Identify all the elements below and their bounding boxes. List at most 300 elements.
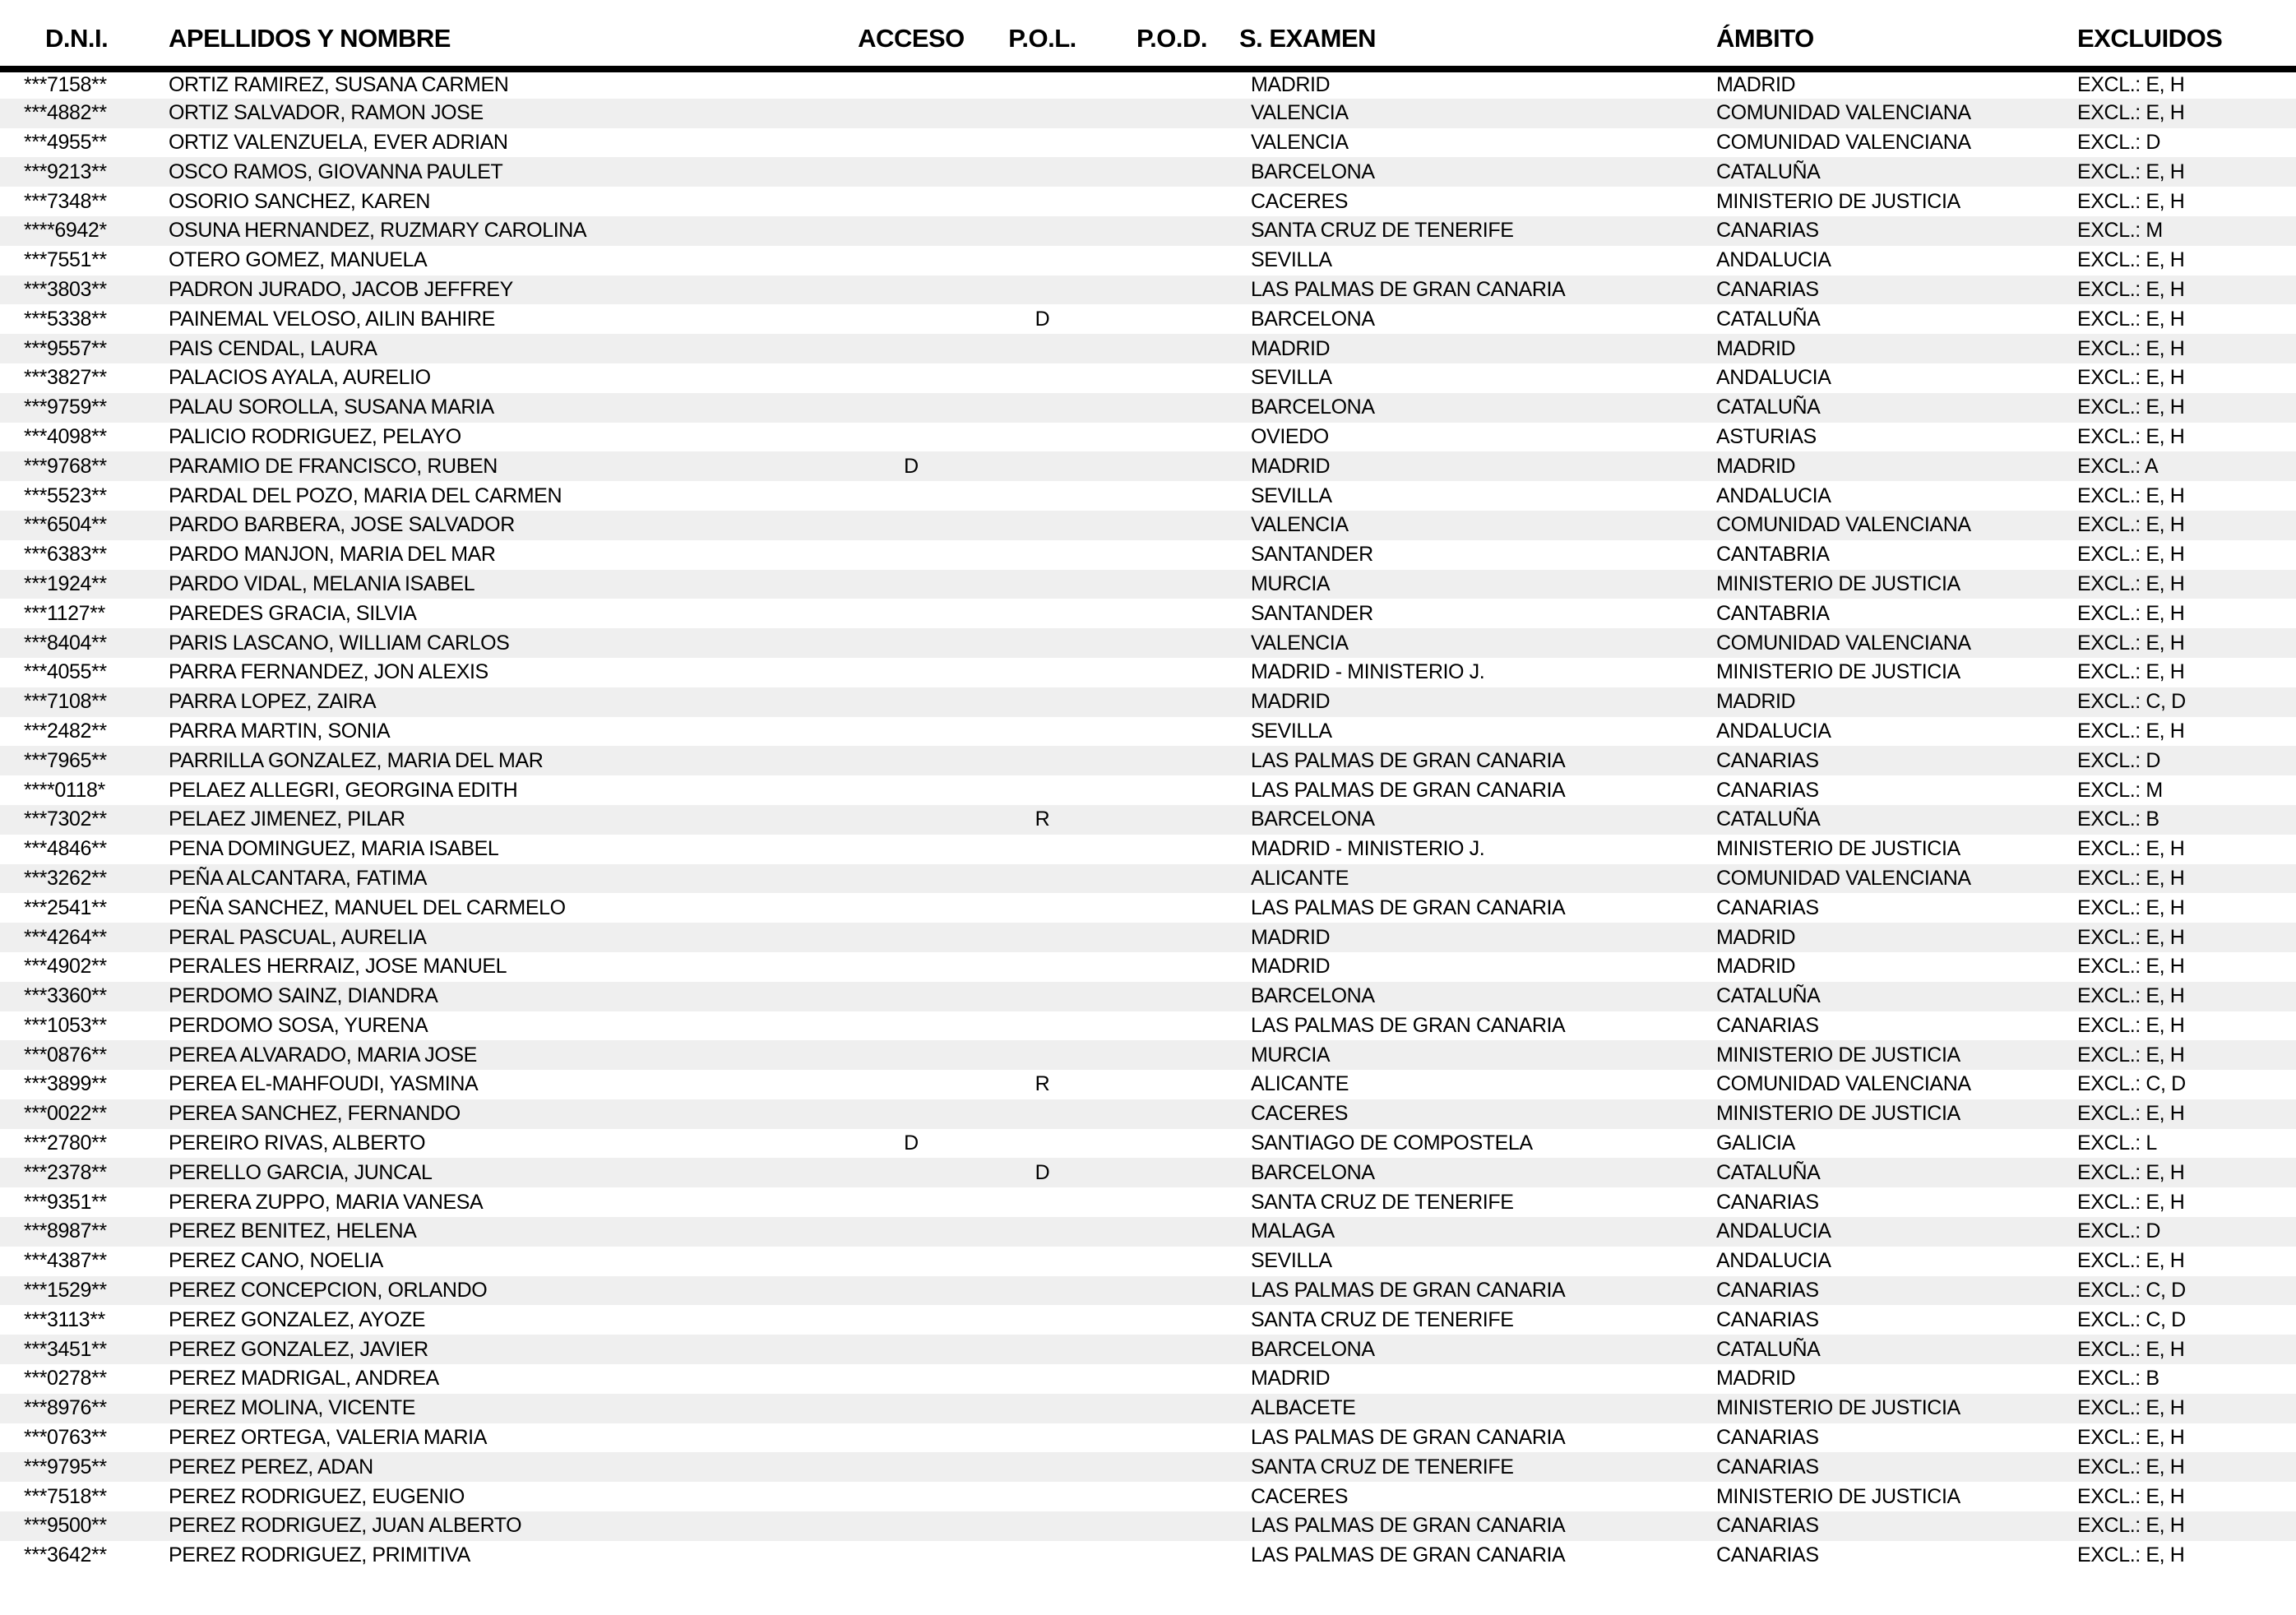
cell-pol	[974, 658, 1110, 687]
cell-pod	[1110, 216, 1234, 246]
cell-pol	[974, 128, 1110, 158]
cell-dni: ***3827**	[24, 366, 107, 390]
cell-excluidos: EXCL.: E, H	[2077, 1013, 2185, 1037]
cell-dni: ***9557**	[24, 336, 107, 360]
cell-pod	[1110, 99, 1234, 128]
table-row	[0, 1187, 2296, 1217]
cell-excluidos: EXCL.: E, H	[2077, 1043, 2185, 1067]
cell-name: PEREZ ORTEGA, VALERIA MARIA	[169, 1426, 487, 1450]
cell-ambito: CANARIAS	[1716, 1190, 1819, 1214]
cell-dni: ***2378**	[24, 1160, 107, 1184]
cell-dni: ***1053**	[24, 1013, 107, 1037]
cell-pod	[1110, 864, 1234, 894]
cell-name: OSORIO SANCHEZ, KAREN	[169, 189, 431, 213]
cell-pod	[1110, 69, 1234, 99]
cell-name: PARRILLA GONZALEZ, MARIA DEL MAR	[169, 748, 544, 772]
cell-ambito: COMUNIDAD VALENCIANA	[1716, 1072, 1971, 1096]
cell-dni: ***0278**	[24, 1367, 107, 1391]
cell-acceso	[848, 923, 974, 952]
cell-pol	[974, 1040, 1110, 1070]
cell-dni: ***3803**	[24, 277, 107, 301]
cell-excluidos: EXCL.: E, H	[2077, 424, 2185, 448]
cell-excluidos: EXCL.: E, H	[2077, 719, 2185, 743]
cell-acceso	[848, 1394, 974, 1423]
cell-exam: SANTANDER	[1251, 601, 1373, 625]
cell-name: PEREA ALVARADO, MARIA JOSE	[169, 1043, 477, 1067]
cell-acceso	[848, 1482, 974, 1511]
cell-name: PARRA FERNANDEZ, JON ALEXIS	[169, 660, 488, 684]
cell-name: PEREZ MOLINA, VICENTE	[169, 1396, 415, 1420]
cell-pod	[1110, 717, 1234, 747]
cell-ambito: MADRID	[1716, 1367, 1796, 1391]
cell-acceso	[848, 1247, 974, 1276]
cell-ambito: MINISTERIO DE JUSTICIA	[1716, 1043, 1960, 1067]
cell-exam: CACERES	[1251, 1484, 1349, 1508]
cell-name: PADRON JURADO, JACOB JEFFREY	[169, 277, 513, 301]
cell-pol	[974, 363, 1110, 393]
cell-acceso: D	[904, 1131, 919, 1155]
cell-exam: BARCELONA	[1251, 1337, 1375, 1361]
cell-pol	[974, 1099, 1110, 1129]
table-row	[0, 717, 2296, 747]
cell-acceso	[848, 864, 974, 894]
cell-exam: MURCIA	[1251, 571, 1331, 595]
table-row	[0, 1247, 2296, 1276]
cell-acceso	[848, 835, 974, 864]
cell-dni: ***9351**	[24, 1190, 107, 1214]
cell-exam: LAS PALMAS DE GRAN CANARIA	[1251, 1514, 1566, 1538]
cell-pod	[1110, 1217, 1234, 1247]
header-row	[0, 0, 2296, 69]
cell-pol	[974, 835, 1110, 864]
cell-dni: ***8987**	[24, 1219, 107, 1243]
cell-pol	[974, 775, 1110, 805]
cell-dni: ***1127**	[24, 601, 105, 625]
cell-ambito: MINISTERIO DE JUSTICIA	[1716, 189, 1960, 213]
cell-ambito: CANTABRIA	[1716, 543, 1830, 567]
cell-exam: SANTA CRUZ DE TENERIFE	[1251, 1307, 1514, 1331]
cell-exam: BARCELONA	[1251, 307, 1375, 331]
cell-dni: ***7348**	[24, 189, 107, 213]
cell-exam: LAS PALMAS DE GRAN CANARIA	[1251, 778, 1566, 802]
table-row	[0, 570, 2296, 599]
cell-acceso	[848, 687, 974, 717]
table-row	[0, 746, 2296, 775]
cell-name: ORTIZ RAMIREZ, SUSANA CARMEN	[169, 73, 509, 97]
cell-ambito: CATALUÑA	[1716, 1160, 1821, 1184]
cell-pod	[1110, 451, 1234, 481]
cell-acceso	[848, 1305, 974, 1335]
cell-pod	[1110, 1187, 1234, 1217]
cell-pol	[974, 1305, 1110, 1335]
cell-pod	[1110, 982, 1234, 1011]
cell-acceso	[848, 1364, 974, 1394]
table-row	[0, 187, 2296, 216]
cell-pod	[1110, 393, 1234, 423]
cell-ambito: CATALUÑA	[1716, 160, 1821, 183]
cell-acceso	[848, 1070, 974, 1099]
column-header-name: APELLIDOS Y NOMBRE	[166, 0, 848, 69]
cell-ambito: COMUNIDAD VALENCIANA	[1716, 513, 1971, 537]
table-row	[0, 775, 2296, 805]
cell-ambito: CATALUÑA	[1716, 396, 1821, 419]
cell-acceso	[848, 540, 974, 570]
cell-excluidos: EXCL.: E, H	[2077, 336, 2185, 360]
cell-exam: VALENCIA	[1251, 101, 1349, 125]
cell-name: PARDAL DEL POZO, MARIA DEL CARMEN	[169, 484, 562, 507]
cell-pod	[1110, 1276, 1234, 1306]
cell-dni: ***3113**	[24, 1307, 105, 1331]
cell-dni: ***0876**	[24, 1043, 107, 1067]
cell-name: PAREDES GRACIA, SILVIA	[169, 601, 417, 625]
cell-ambito: MADRID	[1716, 955, 1796, 979]
cell-pol	[974, 1394, 1110, 1423]
cell-name: PELAEZ JIMENEZ, PILAR	[169, 808, 405, 831]
table-row	[0, 69, 2296, 99]
cell-pol	[974, 511, 1110, 540]
cell-name: PEÑA ALCANTARA, FATIMA	[169, 866, 427, 890]
cell-acceso	[848, 658, 974, 687]
cell-ambito: COMUNIDAD VALENCIANA	[1716, 631, 1971, 655]
cell-ambito: CANTABRIA	[1716, 601, 1830, 625]
table-row	[0, 1099, 2296, 1129]
cell-acceso	[848, 982, 974, 1011]
cell-excluidos: EXCL.: E, H	[2077, 189, 2185, 213]
cell-excluidos: EXCL.: E, H	[2077, 1190, 2185, 1214]
cell-pol	[974, 99, 1110, 128]
cell-dni: ***4846**	[24, 837, 107, 861]
cell-excluidos: EXCL.: E, H	[2077, 984, 2185, 1008]
cell-exam: LAS PALMAS DE GRAN CANARIA	[1251, 895, 1566, 919]
cell-ambito: ANDALUCIA	[1716, 1249, 1831, 1273]
cell-acceso	[848, 1541, 974, 1571]
table-row	[0, 334, 2296, 363]
table-row	[0, 451, 2296, 481]
cell-exam: MADRID	[1251, 925, 1331, 949]
cell-acceso	[848, 423, 974, 452]
table-row	[0, 1305, 2296, 1335]
cell-ambito: CANARIAS	[1716, 1013, 1819, 1037]
cell-acceso	[848, 628, 974, 658]
cell-dni: ***7158**	[24, 73, 107, 97]
cell-ambito: MADRID	[1716, 925, 1796, 949]
cell-name: PERALES HERRAIZ, JOSE MANUEL	[169, 955, 507, 979]
cell-acceso	[848, 69, 974, 99]
cell-pod	[1110, 1129, 1234, 1159]
cell-pod	[1110, 1394, 1234, 1423]
table-row	[0, 511, 2296, 540]
cell-excluidos: EXCL.: E, H	[2077, 543, 2185, 567]
table-row	[0, 275, 2296, 305]
cell-pol	[974, 275, 1110, 305]
cell-excluidos: EXCL.: E, H	[2077, 1337, 2185, 1361]
table-row	[0, 246, 2296, 275]
table-row	[0, 304, 2296, 334]
cell-ambito: CATALUÑA	[1716, 984, 1821, 1008]
cell-excluidos: EXCL.: B	[2077, 808, 2159, 831]
cell-name: PEÑA SANCHEZ, MANUEL DEL CARMELO	[169, 895, 566, 919]
cell-dni: ***2482**	[24, 719, 107, 743]
cell-pol	[974, 1276, 1110, 1306]
cell-ambito: ANDALUCIA	[1716, 719, 1831, 743]
table-row	[0, 1541, 2296, 1571]
cell-pod	[1110, 540, 1234, 570]
table-row	[0, 99, 2296, 128]
cell-pod	[1110, 1452, 1234, 1482]
cell-pol	[974, 1011, 1110, 1041]
table-row	[0, 1158, 2296, 1187]
cell-exam: BARCELONA	[1251, 984, 1375, 1008]
cell-excluidos: EXCL.: E, H	[2077, 837, 2185, 861]
cell-excluidos: EXCL.: E, H	[2077, 601, 2185, 625]
table-row	[0, 893, 2296, 923]
cell-acceso	[848, 1511, 974, 1541]
cell-pod	[1110, 599, 1234, 628]
cell-excluidos: EXCL.: E, H	[2077, 484, 2185, 507]
table-row	[0, 835, 2296, 864]
cell-acceso	[848, 187, 974, 216]
cell-exam: LAS PALMAS DE GRAN CANARIA	[1251, 1013, 1566, 1037]
cell-pol	[974, 1247, 1110, 1276]
cell-acceso	[848, 570, 974, 599]
cell-ambito: ANDALUCIA	[1716, 248, 1831, 272]
table-row	[0, 1482, 2296, 1511]
cell-dni: ****6942*	[24, 219, 107, 243]
cell-pod	[1110, 1247, 1234, 1276]
cell-exam: BARCELONA	[1251, 160, 1375, 183]
cell-excluidos: EXCL.: E, H	[2077, 248, 2185, 272]
cell-exam: MADRID	[1251, 73, 1331, 97]
cell-ambito: MADRID	[1716, 454, 1796, 478]
cell-pod	[1110, 775, 1234, 805]
cell-acceso	[848, 1011, 974, 1041]
cell-exam: SANTANDER	[1251, 543, 1373, 567]
cell-excluidos: EXCL.: E, H	[2077, 660, 2185, 684]
cell-dni: ***3451**	[24, 1337, 107, 1361]
cell-pol	[974, 1187, 1110, 1217]
cell-acceso	[848, 363, 974, 393]
cell-pod	[1110, 1070, 1234, 1099]
cell-name: OTERO GOMEZ, MANUELA	[169, 248, 428, 272]
cell-exam: LAS PALMAS DE GRAN CANARIA	[1251, 277, 1566, 301]
cell-excluidos: EXCL.: E, H	[2077, 895, 2185, 919]
cell-name: PERDOMO SAINZ, DIANDRA	[169, 984, 438, 1008]
cell-name: PARAMIO DE FRANCISCO, RUBEN	[169, 454, 498, 478]
cell-pod	[1110, 1423, 1234, 1453]
table-row	[0, 423, 2296, 452]
cell-ambito: MADRID	[1716, 690, 1796, 714]
cell-acceso	[848, 1276, 974, 1306]
cell-dni: ***4387**	[24, 1249, 107, 1273]
cell-excluidos: EXCL.: E, H	[2077, 513, 2185, 537]
cell-dni: ***4264**	[24, 925, 107, 949]
cell-pol	[974, 393, 1110, 423]
cell-ambito: CANARIAS	[1716, 1426, 1819, 1450]
cell-pod	[1110, 1158, 1234, 1187]
cell-name: PARRA MARTIN, SONIA	[169, 719, 391, 743]
table-row	[0, 982, 2296, 1011]
cell-pol	[974, 746, 1110, 775]
cell-dni: ***5523**	[24, 484, 107, 507]
cell-pod	[1110, 363, 1234, 393]
cell-dni: ****0118*	[24, 778, 105, 802]
column-header-dni: D.N.I.	[0, 0, 166, 69]
table-row	[0, 363, 2296, 393]
cell-exam: MADRID	[1251, 336, 1331, 360]
cell-ambito: MINISTERIO DE JUSTICIA	[1716, 837, 1960, 861]
cell-name: PARDO BARBERA, JOSE SALVADOR	[169, 513, 515, 537]
table-row	[0, 540, 2296, 570]
column-header-excluidos: EXCLUIDOS	[2076, 0, 2296, 69]
cell-ambito: COMUNIDAD VALENCIANA	[1716, 101, 1971, 125]
cell-exam: VALENCIA	[1251, 130, 1349, 154]
cell-excluidos: EXCL.: E, H	[2077, 1160, 2185, 1184]
cell-acceso	[848, 893, 974, 923]
cell-pol: R	[1035, 1072, 1050, 1096]
cell-excluidos: EXCL.: D	[2077, 748, 2160, 772]
table-row	[0, 628, 2296, 658]
cell-excluidos: EXCL.: L	[2077, 1131, 2157, 1155]
cell-excluidos: EXCL.: D	[2077, 1219, 2160, 1243]
cell-ambito: CATALUÑA	[1716, 808, 1821, 831]
cell-acceso	[848, 1158, 974, 1187]
cell-excluidos: EXCL.: E, H	[2077, 1543, 2185, 1567]
cell-exam: MADRID	[1251, 454, 1331, 478]
cell-dni: ***1529**	[24, 1279, 107, 1303]
cell-ambito: MINISTERIO DE JUSTICIA	[1716, 1484, 1960, 1508]
cell-pol	[974, 1364, 1110, 1394]
cell-dni: ***3642**	[24, 1543, 107, 1567]
table-row	[0, 1276, 2296, 1306]
cell-pol	[974, 923, 1110, 952]
cell-acceso	[848, 746, 974, 775]
cell-dni: ***9795**	[24, 1455, 107, 1478]
cell-acceso	[848, 393, 974, 423]
table-row	[0, 687, 2296, 717]
cell-ambito: CANARIAS	[1716, 1455, 1819, 1478]
cell-excluidos: EXCL.: E, H	[2077, 631, 2185, 655]
cell-exam: VALENCIA	[1251, 513, 1349, 537]
column-header-ambito: ÁMBITO	[1715, 0, 2076, 69]
cell-ambito: CANARIAS	[1716, 748, 1819, 772]
cell-ambito: CANARIAS	[1716, 219, 1819, 243]
column-header-pod: P.O.D.	[1110, 0, 1234, 69]
cell-excluidos: EXCL.: E, H	[2077, 277, 2185, 301]
cell-pol	[974, 893, 1110, 923]
cell-excluidos: EXCL.: E, H	[2077, 1484, 2185, 1508]
cell-exam: BARCELONA	[1251, 396, 1375, 419]
cell-pol	[974, 481, 1110, 511]
cell-dni: ***4055**	[24, 660, 107, 684]
cell-pod	[1110, 805, 1234, 835]
cell-acceso	[848, 304, 974, 334]
cell-dni: ***7965**	[24, 748, 107, 772]
cell-pol	[974, 952, 1110, 982]
cell-exam: MADRID	[1251, 1367, 1331, 1391]
cell-name: PEREIRO RIVAS, ALBERTO	[169, 1131, 426, 1155]
cell-ambito: MADRID	[1716, 73, 1796, 97]
table-row	[0, 805, 2296, 835]
cell-name: ORTIZ SALVADOR, RAMON JOSE	[169, 101, 484, 125]
cell-pod	[1110, 1040, 1234, 1070]
cell-name: PAINEMAL VELOSO, AILIN BAHIRE	[169, 307, 495, 331]
cell-name: PENA DOMINGUEZ, MARIA ISABEL	[169, 837, 499, 861]
cell-excluidos: EXCL.: E, H	[2077, 1514, 2185, 1538]
cell-ambito: CANARIAS	[1716, 1279, 1819, 1303]
cell-excluidos: EXCL.: A	[2077, 454, 2159, 478]
cell-pol	[974, 570, 1110, 599]
cell-excluidos: EXCL.: E, H	[2077, 866, 2185, 890]
table-row	[0, 157, 2296, 187]
cell-pol	[974, 1541, 1110, 1571]
cell-excluidos: EXCL.: E, H	[2077, 1455, 2185, 1478]
cell-acceso	[848, 1452, 974, 1482]
table-row	[0, 481, 2296, 511]
cell-excluidos: EXCL.: B	[2077, 1367, 2159, 1391]
table-row	[0, 393, 2296, 423]
cell-excluidos: EXCL.: E, H	[2077, 1102, 2185, 1126]
table-row	[0, 1452, 2296, 1482]
cell-pol	[974, 687, 1110, 717]
cell-acceso	[848, 805, 974, 835]
cell-name: PALAU SOROLLA, SUSANA MARIA	[169, 396, 494, 419]
cell-dni: ***9500**	[24, 1514, 107, 1538]
cell-dni: ***3360**	[24, 984, 107, 1008]
cell-acceso	[848, 481, 974, 511]
cell-ambito: CANARIAS	[1716, 895, 1819, 919]
table-header	[0, 0, 2296, 69]
cell-pol: D	[1035, 1160, 1050, 1184]
table-row	[0, 599, 2296, 628]
cell-exam: SEVILLA	[1251, 484, 1332, 507]
cell-acceso	[848, 1040, 974, 1070]
cell-pol	[974, 187, 1110, 216]
cell-exam: LAS PALMAS DE GRAN CANARIA	[1251, 1279, 1566, 1303]
cell-pod	[1110, 1364, 1234, 1394]
cell-acceso	[848, 1187, 974, 1217]
cell-dni: ***4098**	[24, 424, 107, 448]
cell-dni: ***9768**	[24, 454, 107, 478]
cell-pol: R	[1035, 808, 1050, 831]
cell-name: PAIS CENDAL, LAURA	[169, 336, 377, 360]
cell-dni: ***9759**	[24, 396, 107, 419]
cell-name: PEREZ RODRIGUEZ, JUAN ALBERTO	[169, 1514, 522, 1538]
cell-dni: ***8404**	[24, 631, 107, 655]
table-row	[0, 1364, 2296, 1394]
cell-ambito: ASTURIAS	[1716, 424, 1817, 448]
cell-acceso	[848, 128, 974, 158]
table-row	[0, 1335, 2296, 1364]
cell-acceso	[848, 1423, 974, 1453]
cell-pod	[1110, 1511, 1234, 1541]
cell-name: PALICIO RODRIGUEZ, PELAYO	[169, 424, 461, 448]
cell-pod	[1110, 246, 1234, 275]
cell-acceso	[848, 275, 974, 305]
cell-pol	[974, 1452, 1110, 1482]
table-row	[0, 1394, 2296, 1423]
cell-dni: ***7108**	[24, 690, 107, 714]
cell-pod	[1110, 1482, 1234, 1511]
cell-name: PEREZ PEREZ, ADAN	[169, 1455, 373, 1478]
cell-pol	[974, 1217, 1110, 1247]
cell-excluidos: EXCL.: E, H	[2077, 101, 2185, 125]
cell-exam: VALENCIA	[1251, 631, 1349, 655]
cell-pol	[974, 1482, 1110, 1511]
cell-excluidos: EXCL.: E, H	[2077, 1249, 2185, 1273]
table-row	[0, 1511, 2296, 1541]
cell-ambito: MINISTERIO DE JUSTICIA	[1716, 571, 1960, 595]
table-row	[0, 864, 2296, 894]
